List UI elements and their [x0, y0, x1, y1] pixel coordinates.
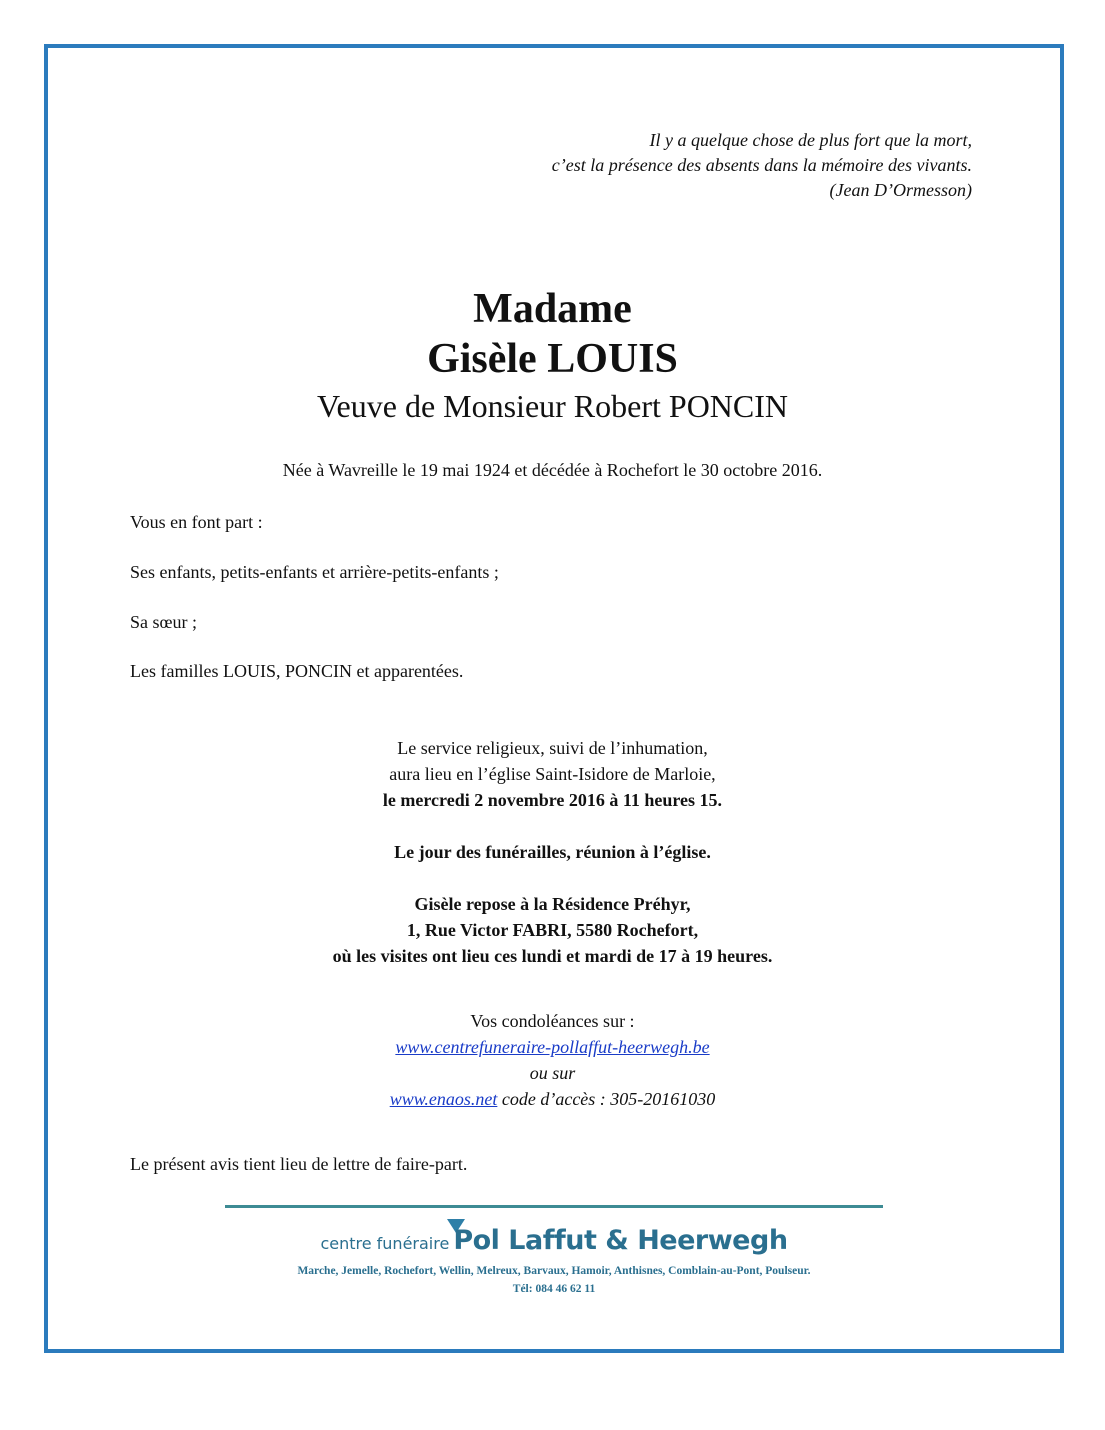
epigraph-line-2: c’est la présence des absents dans la mémoire des vivants. — [551, 155, 972, 175]
family-names: Les familles LOUIS, PONCIN et apparentées. — [130, 661, 464, 681]
epigraph-author: (Jean D’Ormesson) — [829, 180, 972, 200]
condolences-block — [0, 1008, 1105, 1112]
logo-prefix: centre funéraire — [320, 1234, 450, 1253]
access-code: code d’accès : 305-20161030 — [501, 1089, 716, 1109]
funeral-home-logo — [225, 1205, 883, 1305]
rest-location: Gisèle repose à la Résidence Préhyr, — [414, 894, 691, 914]
service-datetime: le mercredi 2 novembre 2016 à 11 heures 15. — [382, 790, 723, 810]
closing-note: Le présent avis tient lieu de lettre de faire-part. — [130, 1154, 468, 1174]
honorific-title: Madame — [473, 286, 632, 332]
service-line-2: aura lieu en l’église Saint-Isidore de Marloie, — [389, 764, 716, 784]
epigraph-line-1: Il y a quelque chose de plus fort que la mort, — [649, 130, 972, 150]
epigraph — [552, 128, 972, 203]
visiting-hours: où les visites ont lieu ces lundi et mardi de 17 à 19 heures. — [332, 946, 773, 966]
service-details — [0, 735, 1105, 969]
service-meeting: Le jour des funérailles, réunion à l’église. — [394, 842, 711, 862]
logo-name: Pol Laffut & Heerwegh — [453, 1225, 788, 1256]
deceased-name: Gisèle LOUIS — [427, 336, 678, 382]
condolences-or: ou sur — [529, 1063, 576, 1083]
logo-towns: Marche, Jemelle, Rochefort, Wellin, Melreux, Barvaux, Hamoir, Anthisnes, Comblain-au-Pont, Poulseur. — [297, 1265, 811, 1277]
condolences-link-funeral-center[interactable]: www.centrefuneraire-pollaffut-heerwegh.be — [395, 1037, 710, 1057]
footer-rule — [225, 1205, 883, 1208]
announcement-intro: Vous en font part : — [130, 512, 263, 532]
condolences-intro: Vos condoléances sur : — [470, 1011, 635, 1031]
family-children: Ses enfants, petits-enfants et arrière-petits-enfants ; — [130, 562, 499, 582]
condolences-link-enaos[interactable]: www.enaos.net — [389, 1089, 498, 1109]
logo-phone: Tél: 084 46 62 11 — [512, 1283, 596, 1295]
rest-address: 1, Rue Victor FABRI, 5580 Rochefort, — [406, 920, 699, 940]
birth-death-dates: Née à Wavreille le 19 mai 1924 et décédée à Rochefort le 30 octobre 2016. — [282, 460, 823, 480]
family-sister: Sa sœur ; — [130, 612, 197, 632]
widow-line: Veuve de Monsieur Robert PONCIN — [316, 388, 789, 424]
service-line-1: Le service religieux, suivi de l’inhumation, — [397, 738, 708, 758]
